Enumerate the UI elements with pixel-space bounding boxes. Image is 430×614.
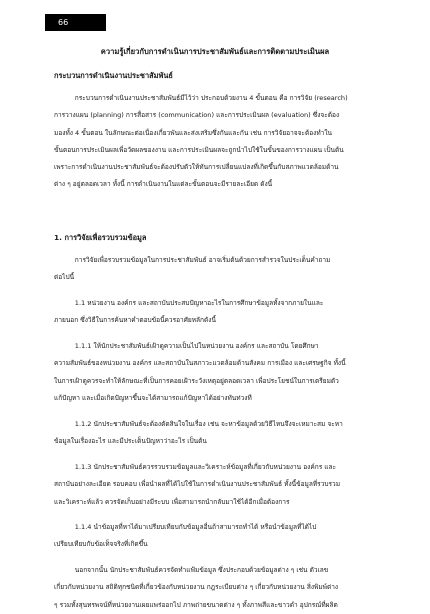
text-line: ขั้นตอนการประเมินผลเพื่อวัดผลของงาน และการประเมินผลจะถูกนำไปใช้ในขั้นของการวางแผน เป็นต้น [54,145,344,154]
text-line: เปรียบเทียบกับข้อเท็จจริงที่เกิดขึ้น [54,540,148,549]
page-number: 66 [58,18,69,27]
text-line: การวางแผน (planning) การสื่อสาร (communication) และการประเมินผล (evaluation) ซึ่งจะต้อง [54,111,340,120]
text-line: มองทั้ง 4 ขั้นตอน ในลักษณะต่อเนื่องเกี่ยวพันและส่งเสริมซึ่งกันและกัน เช่น การวิจัยอาจจะต้องทำใน [54,128,332,137]
text-line: ภายนอก ซึ่งวิธีในการค้นหาคำตอบข้อนี้ควรอาศัยหลักดังนี้ [54,316,216,325]
text-line: 1.1 หน่วยงาน องค์กร และสถาบันประสบปัญหาอะไรในการศึกษาข้อมูลทั้งจากภายในและ [54,299,324,307]
paragraph-item-1-1-2 [54,416,386,451]
text-line: 1.1.2 นักประชาสัมพันธ์จะต้องตัดสินใจในเรื่อง เช่น จะหาข้อมูลด้วยวิธีไหนจึงจะเหมาะสม จะหา [54,420,343,428]
text-line: เพราะการดำเนินงานประชาสัมพันธ์จะต้องปรับตัวให้ทันการเปลี่ยนแปลงที่เกิดขึ้นกับสภาพแวดล้อมด้าน [54,163,339,172]
text-line: 1.1.4 นำข้อมูลที่หาได้มาเปรียบเทียบกับข้อมูลอื่นถ้าสามารถทำได้ หรือนำข้อมูลที่ได้ไป [54,523,317,531]
section-heading-research: 1. การวิจัยเพื่อรวบรวมข้อมูล [54,233,147,242]
text-line: กระบวนการดำเนินงานประชาสัมพันธ์มีไว้ว่า ประกอบด้วยงาน 4 ขั้นตอน คือ การวิจัย (research) [54,94,348,102]
paragraph-data-file [54,562,386,614]
text-line: ข้อมูลในเรื่องอะไร และมีประเด็นปัญหาว่าอะไร เป็นต้น [54,437,207,446]
paragraph-research-intro [54,252,386,287]
text-line: ๆ รวมทั้งสุนทรพจน์ที่หน่วยงานเผยแพร่ออกไป ภาพถ่ายขนาดต่าง ๆ ทั้งภาพสีและขาวดำ อุปกรณ์ที่ผลิต [54,600,338,609]
paragraph-item-1-1-4 [54,519,386,554]
paragraph-item-1-1-1 [54,338,386,407]
section-heading-process: กระบวนการดำเนินงานประชาสัมพันธ์ [54,71,173,80]
document-title: ความรู้เกี่ยวกับการดำเนินการประชาสัมพันธ์และการติดตามประเมินผล [100,47,330,56]
text-line: และวิเคราะห์แล้ว ควรจัดเก็บอย่างมีระบบ เพื่อสามารถนำกลับมาใช้ได้อีกเมื่อต้องการ [54,497,290,506]
page-number-badge [45,14,106,31]
paragraph-item-1-1-3 [54,459,386,511]
text-line: ในการเฝ้าดูควรจะทำให้ลักษณะที่เป็นการคอยเฝ้าระวังเหตุอยู่ตลอดเวลา เพื่อประโยชน์ในการเตรียมตัว [54,376,339,385]
paragraph-process-intro [54,90,386,194]
text-line: ต่อไปนี้ [54,273,75,282]
text-line: ความสัมพันธ์ของหน่วยงาน องค์กร และสถาบันในสภาวะแวดล้อมด้านสังคม การเมือง และเศรษฐกิจ ทั้งนี้ [54,359,346,368]
text-line: สถาบันอย่างละเอียด รอบคอบ เพื่อนำผลที่ได้ไปใช้ในการดำเนินงานประชาสัมพันธ์ ทั้งนี้ข้อมูลที่รวบรวม [54,480,341,489]
text-line: แก้ปัญหา และเมื่อเกิดปัญหาขึ้นจะได้สามารถแก้ปัญหาได้อย่างทันท่วงที [54,393,252,402]
text-line: การวิจัยเพื่อรวบรวมข้อมูลในการประชาสัมพันธ์ อาจเริ่มต้นด้วยการสำรวจในประเด็นคำถาม [54,256,331,264]
paragraph-item-1-1 [54,295,386,330]
text-line: ต่าง ๆ อยู่ตลอดเวลา ทั้งนี้ การดำเนินงานในแต่ละขั้นตอนจะมีรายละเอียด ดังนี้ [54,180,273,189]
text-line: นอกจากนั้น นักประชาสัมพันธ์ควรจัดทำแฟ้มข้อมูล ซึ่งประกอบด้วยข้อมูลต่าง ๆ เช่น ตัวเลข [54,566,329,574]
text-line: 1.1.3 นักประชาสัมพันธ์ควรรวบรวมข้อมูลและวิเคราะห์ข้อมูลที่เกี่ยวกับหน่วยงาน องค์กร และ [54,463,337,471]
text-line: 1.1.1 ให้นักประชาสัมพันธ์เฝ้าดูความเป็นไปในหน่วยงาน องค์กร และสถาบัน โดยศึกษา [54,342,319,350]
text-line: เกี่ยวกับหน่วยงาน สถิติทุกชนิดที่เกี่ยวข้องกับหน่วยงาน กฎระเบียบต่าง ๆ เกี่ยวกับหน่วยงาน สิ่งพิมพ์ต่าง [54,583,339,592]
